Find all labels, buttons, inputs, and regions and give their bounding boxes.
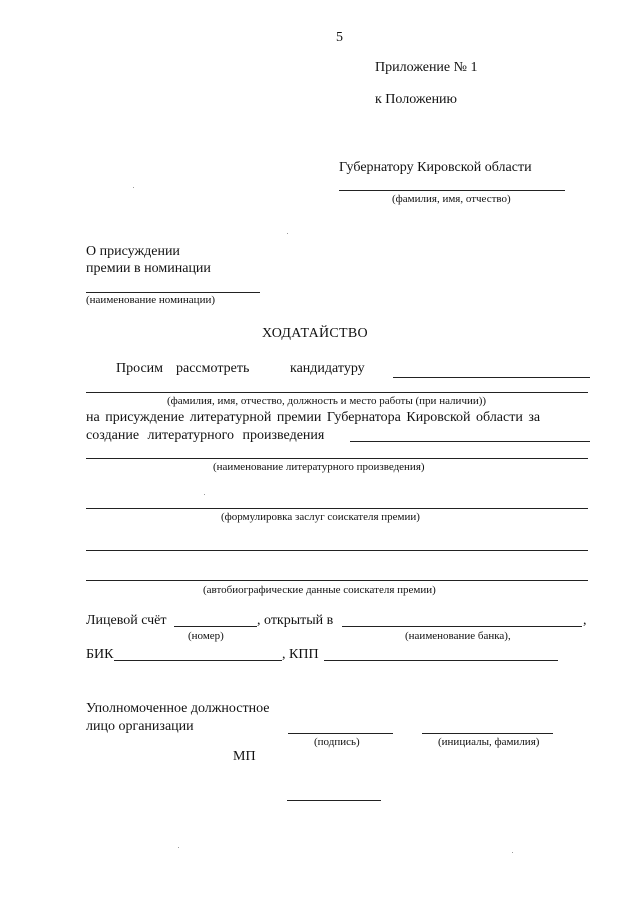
scan-speck [204, 494, 205, 495]
merits-hint: (формулировка заслуг соискателя премии) [221, 511, 420, 523]
initials-hint: (инициалы, фамилия) [438, 736, 540, 748]
account-number-hint: (номер) [188, 630, 224, 642]
work-title-line-2 [86, 458, 588, 459]
bank-trailing-comma: , [583, 613, 587, 628]
signature-hint: (подпись) [314, 736, 360, 748]
request-word-1: Просим [116, 361, 164, 376]
bank-name-hint: (наименование банка), [405, 630, 511, 642]
kpp-label: , КПП [282, 647, 319, 662]
nomination-hint: (наименование номинации) [86, 294, 216, 306]
addressee-name-hint: (фамилия, имя, отчество) [392, 193, 511, 205]
scan-speck [178, 847, 179, 848]
appendix-label: Приложение № 1 [375, 60, 478, 75]
bik-label: БИК [86, 647, 114, 662]
signatory-role-line-1: Уполномоченное должностное [86, 701, 270, 716]
opened-in-label: , открытый в [257, 613, 334, 628]
scan-speck [133, 187, 134, 188]
candidate-line-1 [393, 377, 590, 378]
page-number: 5 [336, 30, 343, 45]
signature-line [288, 733, 393, 734]
merits-line [86, 508, 588, 509]
kpp-line [324, 660, 558, 661]
subject-line-2: премии в номинации [86, 261, 211, 276]
request-word-3: кандидатуру [290, 361, 365, 376]
work-title-hint: (наименование литературного произведения) [213, 461, 425, 473]
seal-mark: МП [233, 749, 256, 764]
addressee-title: Губернатору Кировской области [339, 160, 532, 175]
appendix-reference: к Положению [375, 92, 458, 107]
award-line: на присуждение литературной премии Губернатора Кировской области за [86, 410, 541, 425]
candidate-line-2 [86, 392, 588, 393]
initials-line [422, 733, 553, 734]
bio-line-1 [86, 550, 588, 551]
addressee-name-line [339, 190, 565, 191]
bio-line-2 [86, 580, 588, 581]
account-label: Лицевой счёт [86, 613, 167, 628]
scan-speck [512, 852, 513, 853]
subject-line-1: О присуждении [86, 244, 180, 259]
bio-hint: (автобиографические данные соискателя премии) [203, 584, 436, 596]
bik-line [114, 660, 282, 661]
scan-speck [287, 233, 288, 234]
request-word-2: рассмотреть [176, 361, 250, 376]
document-title: ХОДАТАЙСТВО [262, 326, 368, 341]
work-title-line-1 [350, 441, 590, 442]
candidate-hint: (фамилия, имя, отчество, должность и место работы (при наличии)) [167, 395, 487, 407]
signatory-role-line-2: лицо организации [86, 719, 194, 734]
nomination-line [86, 292, 260, 293]
bank-name-line [342, 626, 582, 627]
closing-rule [287, 800, 381, 801]
creation-prefix: создание литературного произведения [86, 428, 325, 443]
account-number-line [174, 626, 257, 627]
